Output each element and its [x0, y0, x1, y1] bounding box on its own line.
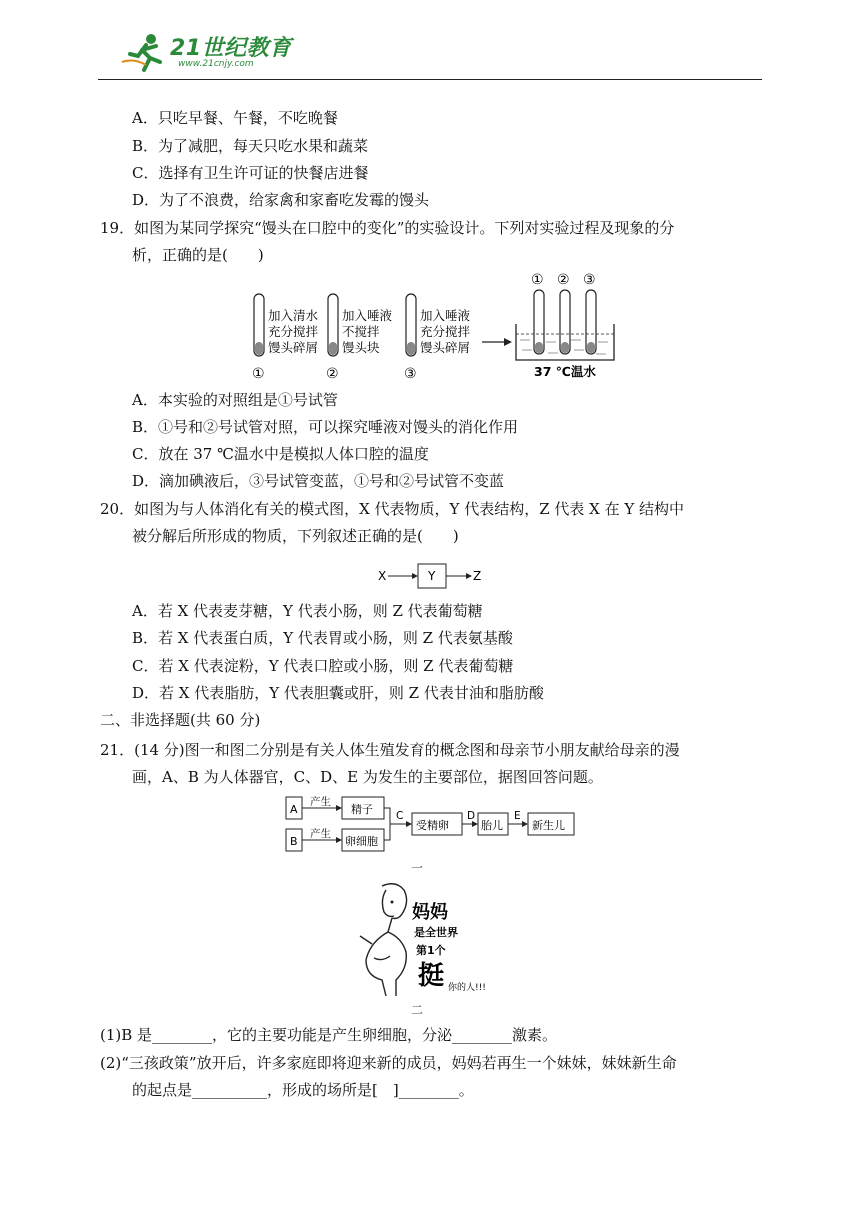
tube-3-text-2: 充分搅拌	[420, 324, 471, 339]
arrow-y-z-icon	[466, 573, 472, 579]
arrow-b-egg-icon	[336, 837, 342, 843]
cartoon-text-1: 妈妈	[412, 902, 448, 923]
label-b: B	[290, 835, 298, 848]
arrow-e-icon	[522, 821, 528, 827]
cartoon-text-5: 你的人!!!	[448, 983, 486, 993]
q19-stem-line1: 19．如图为某同学探究“馒头在口腔中的变化”的实验设计。下列对实验过程及现象的分	[100, 219, 675, 237]
site-logo	[120, 32, 292, 74]
page-header	[98, 28, 762, 80]
q20-xyz-diagram	[376, 562, 486, 590]
eye-icon	[391, 901, 394, 904]
q20-option-a: A．若 X 代表麦芽糖，Y 代表小肠，则 Z 代表葡萄糖	[132, 602, 483, 620]
bath-tube-3-contents	[587, 342, 595, 353]
logo-text: 21世纪教育	[170, 35, 292, 61]
label-d: D	[467, 810, 476, 822]
tube-1-text-1: 加入清水	[268, 308, 319, 323]
q20-option-b: B．若 X 代表蛋白质，Y 代表胃或小肠，则 Z 代表氨基酸	[132, 629, 513, 647]
q19-experiment-figure	[246, 270, 626, 384]
tube-1-contents	[255, 342, 263, 355]
label-c: C	[396, 810, 404, 822]
produce-label-1: 产生	[310, 796, 331, 808]
tube-3-text-1: 加入唾液	[420, 308, 471, 323]
label-zygote: 受精卵	[416, 819, 449, 832]
q20-stem-line1: 20．如图为与人体消化有关的模式图，X 代表物质，Y 代表结构，Z 代表 X 在 Y 结构中	[100, 500, 685, 518]
figure-1-caption: 一	[411, 861, 424, 875]
reproduction-concept-map	[284, 793, 580, 857]
tube-1-text-3: 馒头碎屑	[268, 340, 319, 355]
q18-option-b: B．为了减肥，每天只吃水果和蔬菜	[132, 137, 369, 155]
q19-option-a: A．本实验的对照组是①号试管	[132, 391, 338, 409]
label-egg: 卵细胞	[345, 835, 378, 848]
node-y: Y	[428, 569, 436, 583]
tube-1-text-2: 充分搅拌	[268, 324, 319, 339]
q20-option-c: C．若 X 代表淀粉，Y 代表口腔或小肠，则 Z 代表葡萄糖	[132, 657, 514, 675]
q21-stem-line1: 21．(14 分)图一和图二分别是有关人体生殖发育的概念图和母亲节小朋友献给母亲的漫	[100, 741, 680, 759]
q19-option-c: C．放在 37 ℃温水中是模拟人体口腔的温度	[132, 445, 429, 463]
bracket-join	[384, 808, 390, 840]
bath-tube-2-contents	[561, 342, 569, 353]
q21-sub2-line2: 的起点是__________，形成的场所是[ ]________。	[132, 1081, 474, 1099]
process-arrow-icon	[504, 338, 512, 346]
runner-logo-icon	[120, 32, 168, 74]
label-fetus: 胎儿	[481, 819, 503, 832]
section-heading: 二、非选择题(共 60 分)	[100, 711, 261, 729]
mothers-day-cartoon	[352, 880, 502, 1000]
water-bath-label: 37 ℃温水	[534, 364, 596, 379]
q20-option-d: D．若 X 代表脂肪，Y 代表胆囊或肝，则 Z 代表甘油和脂肪酸	[132, 684, 544, 702]
bath-tube-1-contents	[535, 342, 543, 353]
arrow-a-sperm-icon	[336, 805, 342, 811]
q18-option-d: D．为了不浪费，给家禽和家畜吃发霉的馒头	[132, 191, 430, 209]
label-newborn: 新生儿	[532, 819, 565, 832]
q21-sub2-line1: (2)“三孩政策”放开后，许多家庭即将迎来新的成员，妈妈若再生一个妹妹，妹妹新生命	[100, 1054, 677, 1072]
arrow-x-y-icon	[412, 573, 418, 579]
q18-option-c: C．选择有卫生许可证的快餐店进餐	[132, 164, 369, 182]
node-x: X	[378, 569, 387, 583]
tube-2-contents	[329, 342, 337, 355]
label-a: A	[290, 803, 298, 816]
tube-2-text-3: 馒头块	[342, 340, 380, 355]
mother-figure-icon	[360, 884, 407, 996]
bath-label-3: ③	[583, 272, 596, 288]
logo-url: www.21cnjy.com	[178, 58, 254, 69]
label-sperm: 精子	[351, 803, 373, 816]
node-z: Z	[473, 569, 482, 583]
cartoon-text-3: 第1个	[416, 944, 446, 957]
tube-3-text-3: 馒头碎屑	[420, 340, 471, 355]
q20-stem-line2: 被分解后所形成的物质，下列叙述正确的是( )	[132, 527, 459, 545]
figure-2-caption: 二	[411, 1003, 424, 1017]
cartoon-text-2: 是全世界	[414, 926, 458, 939]
bath-label-2: ②	[557, 272, 570, 288]
q19-option-b: B．①号和②号试管对照，可以探究唾液对馒头的消化作用	[132, 418, 519, 436]
tube-2-text-1: 加入唾液	[342, 308, 393, 323]
bath-label-1: ①	[531, 272, 544, 288]
q18-option-a: A．只吃早餐、午餐，不吃晚餐	[132, 109, 338, 127]
header-rule	[98, 79, 762, 80]
tube-3-label: ③	[404, 366, 417, 382]
tube-2-label: ②	[326, 366, 339, 382]
tube-3-contents	[407, 342, 415, 355]
q19-option-d: D．滴加碘液后，③号试管变蓝，①号和②号试管不变蓝	[132, 472, 505, 490]
arrow-c-icon	[406, 821, 412, 827]
q21-stem-line2: 画，A、B 为人体器官，C、D、E 为发生的主要部位，据图回答问题。	[132, 768, 603, 786]
cartoon-text-4: 挺	[418, 961, 445, 991]
label-e: E	[514, 810, 521, 822]
q21-sub1: (1)B 是________，它的主要功能是产生卵细胞，分泌________激素。	[100, 1026, 558, 1044]
tube-1-label: ①	[252, 366, 265, 382]
produce-label-2: 产生	[310, 828, 331, 840]
tube-2-text-2: 不搅拌	[342, 324, 380, 339]
q19-stem-line2: 析，正确的是( )	[132, 246, 264, 264]
